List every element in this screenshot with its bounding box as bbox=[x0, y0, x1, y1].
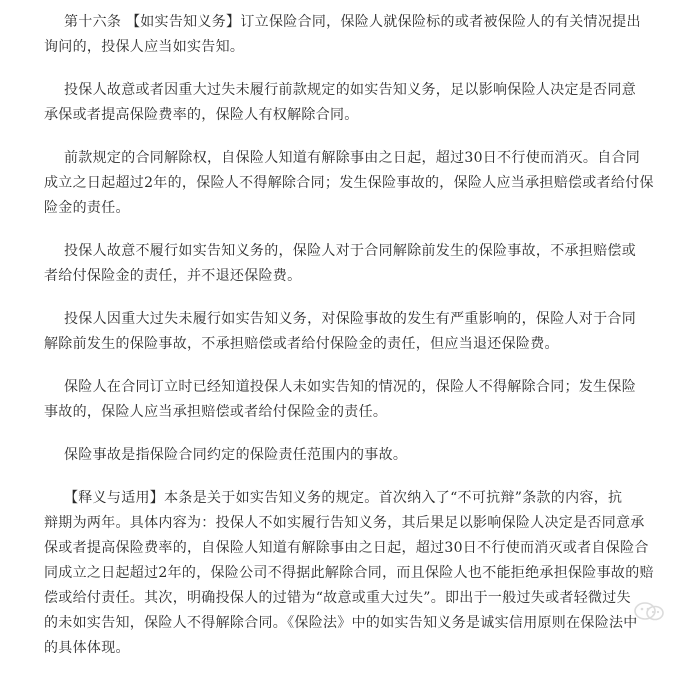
text-line: 的未如实告知，保险人不得解除合同。《保险法》中的如实告知义务是诚实信用原则在保险法中 bbox=[44, 615, 638, 631]
text-line: 投保人因重大过失未履行如实告知义务，对保险事故的发生有严重影响的，保险人对于合同 bbox=[64, 311, 636, 327]
text-line: 前款规定的合同解除权，自保险人知道有解除事由之日起，超过30日不行使而消灭。自合同 bbox=[64, 150, 641, 166]
text-line: 解除前发生的保险事故，不承担赔偿或者给付保险金的责任，但应当退还保险费。 bbox=[44, 336, 559, 352]
text-line: 保险人在合同订立时已经知道投保人未如实告知的情况的，保险人不得解除合同；发生保险 bbox=[64, 379, 636, 395]
text-line: 同成立之日起超过2年的，保险公司不得据此解除合同，而且保险人也不能拒绝承担保险事故的赔 bbox=[44, 565, 654, 581]
paragraph-insured-event-definition bbox=[64, 443, 660, 468]
text-line: 者给付保险金的责任，并不退还保险费。 bbox=[44, 268, 302, 284]
paragraph-article-16 bbox=[44, 10, 660, 60]
paragraph-intentional-nondisclosure bbox=[44, 78, 660, 128]
text-line: 投保人故意不履行如实告知义务的，保险人对于合同解除前发生的保险事故，不承担赔偿或 bbox=[64, 243, 636, 259]
text-line: 投保人故意或者因重大过失未履行前款规定的如实告知义务，足以影响保险人决定是否同意 bbox=[64, 82, 636, 98]
paragraph-insurer-knowledge bbox=[44, 375, 660, 425]
paragraph-interpretation bbox=[44, 486, 660, 661]
paragraph-gross-negligence bbox=[44, 307, 660, 357]
text-line: 承保或者提高保险费率的，保险人有权解除合同。 bbox=[44, 107, 359, 123]
text-line: 偿或给付责任。其次，明确投保人的过错为“故意或重大过失”。即出于一般过失或者轻微过失 bbox=[44, 590, 631, 606]
text-line: 的具体体现。 bbox=[44, 640, 130, 656]
text-line: 保或者提高保险费率的，自保险人知道有解除事由之日起，超过30日不行使而消灭或者自保险合 bbox=[44, 540, 649, 556]
text-line: 险金的责任。 bbox=[44, 200, 130, 216]
text-line: 第十六条 【如实告知义务】订立保险合同，保险人就保险标的或者被保险人的有关情况提出 bbox=[64, 14, 641, 30]
paragraph-rescission-right bbox=[44, 146, 660, 221]
text-line: 询问的，投保人应当如实告知。 bbox=[44, 39, 245, 55]
text-line: 【释义与适用】本条是关于如实告知义务的规定。首次纳入了“不可抗辩”条款的内容，抗 bbox=[64, 490, 623, 506]
paragraph-intentional-failure bbox=[44, 239, 660, 289]
text-line: 辩期为两年。具体内容为：投保人不如实履行告知义务，其后果足以影响保险人决定是否同意承 bbox=[44, 515, 645, 531]
watermark-logo-icon bbox=[632, 599, 666, 623]
text-line: 保险事故是指保险合同约定的保险责任范围内的事故。 bbox=[64, 447, 408, 463]
text-line: 事故的，保险人应当承担赔偿或者给付保险金的责任。 bbox=[44, 404, 388, 420]
document-body bbox=[44, 10, 660, 679]
text-line: 成立之日起超过2年的，保险人不得解除合同；发生保险事故的，保险人应当承担赔偿或者给付保 bbox=[44, 175, 654, 191]
